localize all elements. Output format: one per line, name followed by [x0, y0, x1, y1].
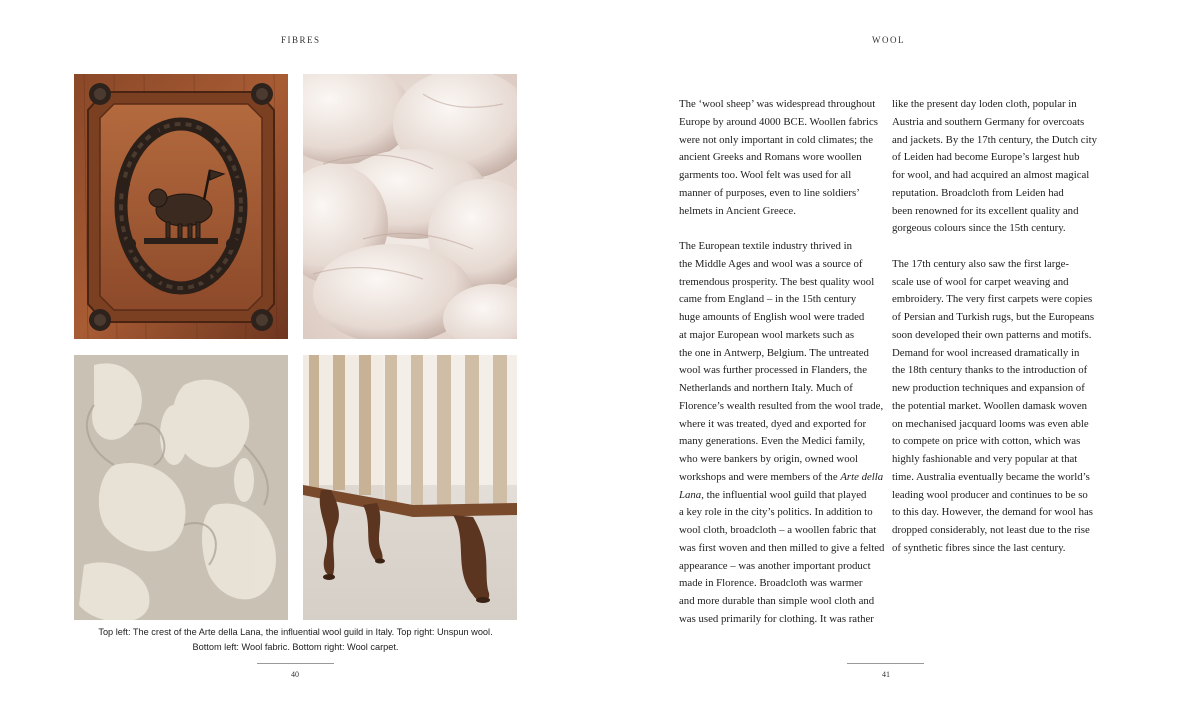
text-line: the one in Antwerp, Belgium. The untreated — [679, 346, 869, 359]
text-line: at major European wool markets such as — [679, 328, 855, 341]
text-line: The 17th century also saw the first large- — [892, 257, 1069, 270]
text-column-2 — [892, 96, 1100, 558]
text-line — [679, 469, 884, 487]
text-line: to this day. However, the demand for wool has — [892, 506, 1093, 519]
running-head-right: WOOL — [872, 35, 905, 45]
photo-unspun-wool — [303, 74, 517, 339]
text-line: many generations. Even the Medici family, — [679, 435, 866, 448]
text-line: to compete on price with cotton, which was — [892, 435, 1081, 448]
text-line: was used primarily for clothing. It was rather — [679, 612, 874, 625]
text-line: The European textile industry thrived in — [679, 240, 853, 252]
italic-guild-name: Arte della — [840, 470, 884, 483]
text-line: Austria and southern Germany for overcoats — [892, 115, 1085, 128]
text-line: was first woven and then milled to give a felted — [679, 541, 885, 554]
caption-line: Top left: The crest of the Arte della Lana, the influential wool guild in Italy. Top right: Unspun wool. — [98, 627, 493, 637]
running-head-left: FIBRES — [281, 35, 321, 45]
text-line: helmets in Ancient Greece. — [679, 204, 796, 217]
text-line: the 18th century thanks to the introduction of — [892, 364, 1088, 377]
folio-rule-left — [257, 663, 334, 664]
page-number-left: 40 — [291, 670, 299, 679]
text-line: of Persian and Turkish rugs, but the Europeans — [892, 311, 1095, 323]
text-line: highly fashionable and very popular at that — [892, 453, 1078, 465]
text-line: where it was treated, dyed and exported for — [679, 417, 867, 430]
paragraph — [679, 96, 881, 220]
text-line: for wool, and had acquired an almost magical — [892, 169, 1090, 181]
text-line: Florence’s wealth resulted from the wool trade, — [679, 399, 884, 412]
italic-guild-name: Lana — [679, 488, 702, 501]
photo-crest-arte-della-lana — [74, 74, 288, 339]
text-line: soon developed their own patterns and motifs. — [892, 328, 1092, 341]
text-line: reputation. Broadcloth from Leiden had — [892, 186, 1064, 199]
text-line: of Leiden had become Europe’s largest hub — [892, 151, 1080, 164]
text-line: The ‘wool sheep’ was widespread throughout — [679, 98, 876, 110]
text-line: tremendous prosperity. The best quality wool — [679, 275, 875, 288]
text-line: of synthetic fibres since the last century. — [892, 541, 1066, 554]
text-line: who were bankers by origin, owned wool — [679, 453, 859, 465]
text-line: and jackets. By the 17th century, the Dutch city — [892, 133, 1097, 146]
text-line: a key role in the city’s politics. In addition to — [679, 506, 873, 519]
text-line: leading wool producer and continues to be so — [892, 488, 1088, 501]
paragraph — [892, 256, 1100, 558]
text-line: garments too. Wool felt was used for all — [679, 169, 852, 181]
caption-line: Bottom left: Wool fabric. Bottom right: Wool carpet. — [192, 642, 399, 652]
text-line: were not only important in cold climates; the — [679, 133, 873, 146]
text-line: wool cloth, broadcloth – a woollen fabric that — [679, 524, 877, 536]
text-line: appearance – was another important product — [679, 559, 871, 572]
figure-caption — [74, 625, 517, 655]
text-column-1 — [679, 96, 885, 629]
text-line: time. Australia eventually became the world’s — [892, 470, 1090, 483]
paragraph — [679, 238, 885, 629]
folio-rule-right — [847, 663, 924, 664]
text-line: gorgeous colours since the 15th century. — [892, 222, 1066, 235]
text-line: ancient Greeks and Romans wore woollen — [679, 151, 862, 164]
text-line — [679, 487, 881, 505]
text-line: embroidery. The very first carpets were copies — [892, 293, 1093, 306]
photo-wool-carpet — [303, 355, 517, 620]
text-run: , the influential wool guild that played — [701, 488, 867, 501]
text-line: wool was further processed in Flanders, the — [679, 364, 867, 377]
text-line: made in Florence. Broadcloth was warmer — [679, 577, 863, 590]
text-line: scale use of wool for carpet weaving and — [892, 275, 1069, 288]
text-line: like the present day loden cloth, popular in — [892, 98, 1077, 110]
page-number-right: 41 — [882, 670, 890, 679]
text-line: the potential market. Woollen damask woven — [892, 399, 1088, 412]
text-line: Netherlands and northern Italy. Much of — [679, 382, 853, 394]
text-line: the Middle Ages and wool was a source of — [679, 257, 863, 270]
text-line: on mechanised jacquard looms was even able — [892, 417, 1089, 430]
text-line: Demand for wool increased dramatically in — [892, 346, 1080, 359]
text-line: came from England – in the 15th century — [679, 293, 857, 306]
text-run: workshops and were members of the — [679, 470, 841, 483]
text-line: Europe by around 4000 BCE. Woollen fabrics — [679, 115, 878, 128]
paragraph — [892, 96, 1100, 238]
text-line: new production techniques and expansion of — [892, 382, 1085, 394]
photo-wool-fabric — [74, 355, 288, 620]
text-line: dropped considerably, not least due to the rise — [892, 524, 1090, 536]
text-line: been renowned for its excellent quality and — [892, 204, 1079, 217]
text-line: manner of purposes, even to line soldiers’ — [679, 186, 860, 199]
text-line: huge amounts of English wool were traded — [679, 311, 865, 323]
text-line: and more durable than simple wool cloth and — [679, 595, 875, 607]
